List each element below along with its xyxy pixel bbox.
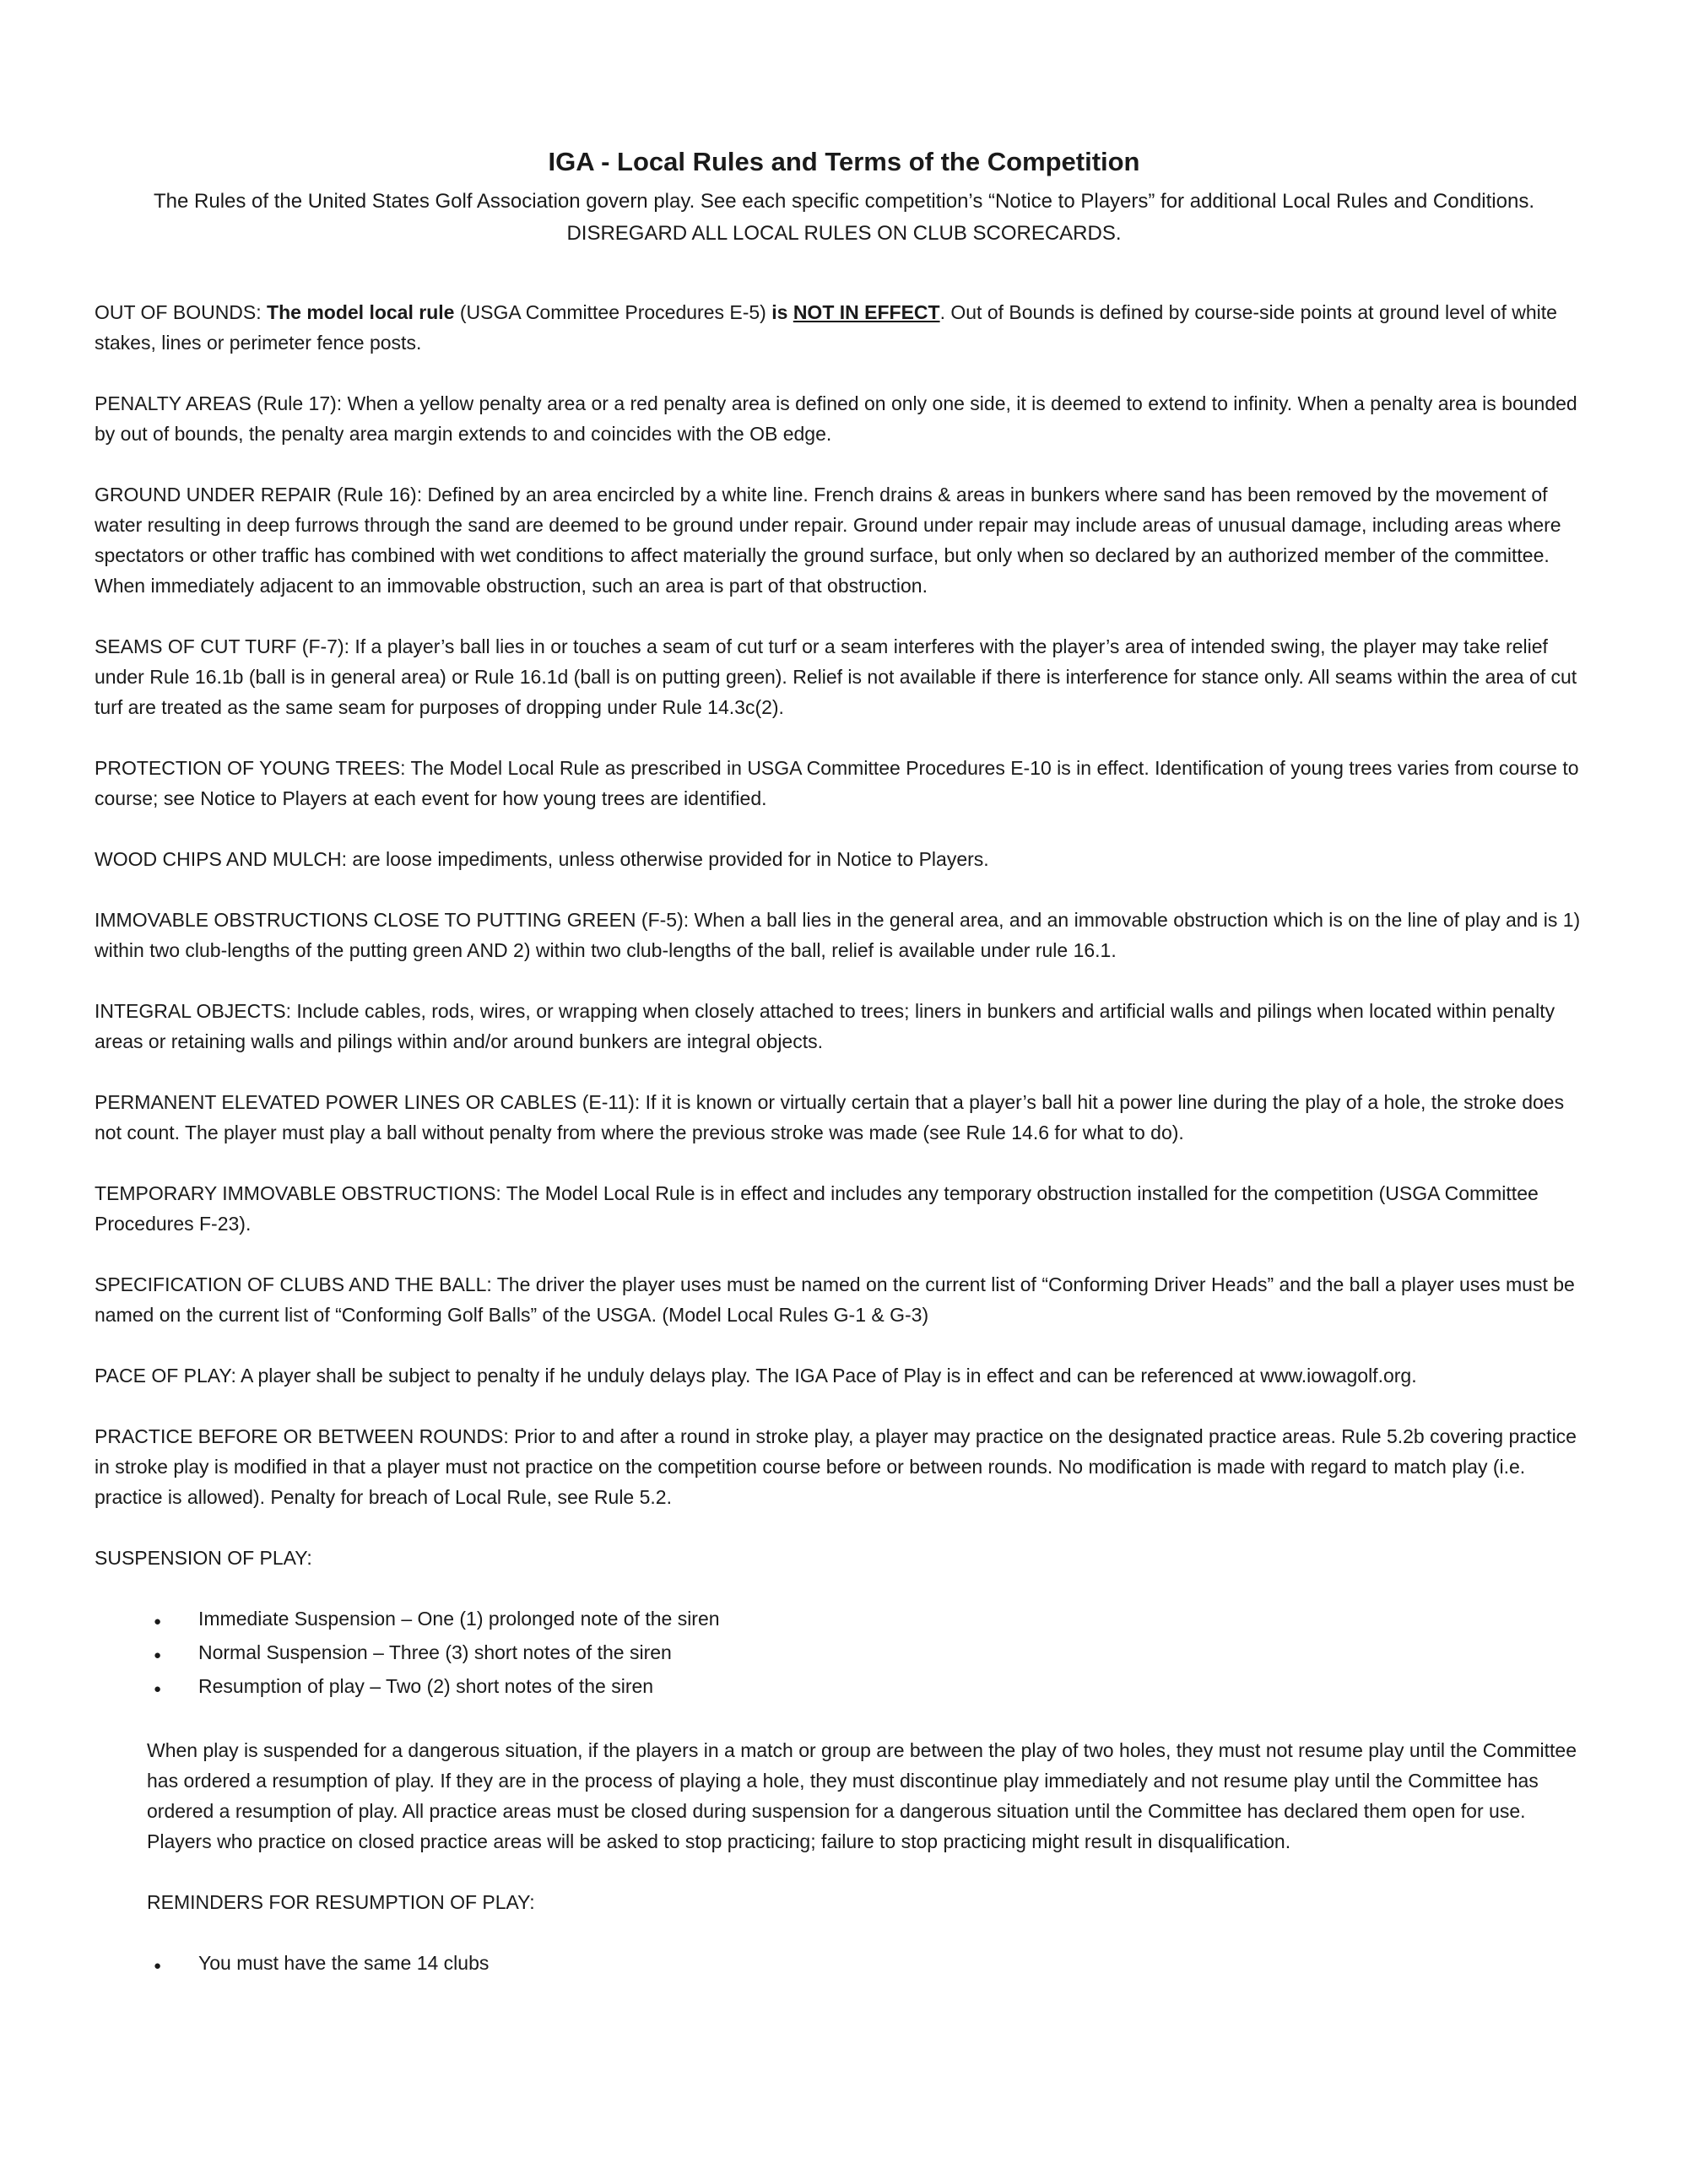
- bullet-list: [95, 1948, 1593, 1981]
- text-run: PACE OF PLAY: A player shall be subject to penalty if he unduly delays play. The IGA Pace of Play is in effect and can be referenced at www.iowagolf.org.: [95, 1365, 1417, 1387]
- text-run: When play is suspended for a dangerous situation, if the players in a match or group are between the play of two holes, they must not resume play until the Committee has ordered a resumption of play. If they are in the process of playing a hole, they must discontinue play immediately and not resume play until the Committee has ordered a resumption of play. All practice areas must be closed during suspension for a dangerous situation until the Committee has declared them open for use. Players who practice on closed practice areas will be asked to stop practicing; failure to stop practicing might result in disqualification.: [147, 1739, 1577, 1852]
- text-run: IMMOVABLE OBSTRUCTIONS CLOSE TO PUTTING GREEN (F-5): When a ball lies in the general area, and an immovable obstruction which is on the line of play and is 1) within two club-lengths of the putting green AND 2) within two club-lengths of the ball, relief is available under rule 16.1.: [95, 909, 1581, 961]
- text-run: WOOD CHIPS AND MULCH: are loose impediments, unless otherwise provided for in Notice to Players.: [95, 848, 989, 870]
- paragraph: [95, 1087, 1593, 1148]
- text-run: SUSPENSION OF PLAY:: [95, 1547, 312, 1569]
- text-run: PERMANENT ELEVATED POWER LINES OR CABLES (E-11): If it is known or virtually certain that a player’s ball hit a power line during the play of a hole, the stroke does not count. The player must play a ball without penalty from where the previous stroke was made (see Rule 14.6 for what to do).: [95, 1091, 1565, 1143]
- text-run: NOT IN EFFECT: [793, 301, 940, 323]
- paragraph: [95, 1421, 1593, 1512]
- paragraph: [95, 1360, 1593, 1391]
- paragraph: [95, 996, 1593, 1057]
- paragraph: [95, 1543, 1593, 1573]
- bullet-list: [95, 1603, 1593, 1705]
- bullet-icon: ●: [154, 1648, 162, 1662]
- list-item: [95, 1603, 1593, 1637]
- text-run: SEAMS OF CUT TURF (F-7): If a player’s ball lies in or touches a seam of cut turf or a seam interferes with the player’s area of intended swing, the player may take relief under Rule 16.1b (ball is in general area) or Rule 16.1d (ball is on putting green). Relief is not available if there is interference for stance only. All seams within the area of cut turf are treated as the same seam for purposes of dropping under Rule 14.3c(2).: [95, 635, 1577, 718]
- text-run: REMINDERS FOR RESUMPTION OF PLAY:: [147, 1891, 535, 1913]
- list-item-text: Immediate Suspension – One (1) prolonged note of the siren: [198, 1608, 720, 1630]
- list-item-text: You must have the same 14 clubs: [198, 1952, 490, 1974]
- paragraph: [95, 1269, 1593, 1330]
- bullet-icon: ●: [154, 1682, 162, 1696]
- paragraph: [95, 388, 1593, 449]
- document-subtitle: The Rules of the United States Golf Association govern play. See each specific competition’s “Notice to Players” for additional Local Rules and Conditions.: [154, 190, 1534, 213]
- paragraph: [147, 1735, 1593, 1857]
- paragraph: [147, 1887, 1593, 1917]
- text-run: (USGA Committee Procedures E-5): [459, 301, 772, 323]
- text-run: PRACTICE BEFORE OR BETWEEN ROUNDS: Prior to and after a round in stroke play, a player may practice on the designated practice areas. Rule 5.2b covering practice in stroke play is modified in that a player must not practice on the competition course before or between rounds. No modification is made with regard to match play (i.e. practice is allowed). Penalty for breach of Local Rule, see Rule 5.2.: [95, 1425, 1577, 1508]
- list-item: [95, 1671, 1593, 1705]
- list-item-text: Normal Suspension – Three (3) short notes of the siren: [198, 1641, 672, 1663]
- page-title: IGA - Local Rules and Terms of the Competition: [548, 147, 1140, 176]
- text-run: TEMPORARY IMMOVABLE OBSTRUCTIONS: The Model Local Rule is in effect and includes any temporary obstruction installed for the competition (USGA Committee Procedures F-23).: [95, 1182, 1539, 1235]
- document-header: [95, 143, 1593, 250]
- list-item: [95, 1637, 1593, 1671]
- list-item-text: Resumption of play – Two (2) short notes of the siren: [198, 1675, 654, 1697]
- paragraph: [95, 1178, 1593, 1239]
- disregard-note: DISREGARD ALL LOCAL RULES ON CLUB SCORECARDS.: [566, 222, 1122, 245]
- paragraph: [95, 479, 1593, 601]
- bullet-icon: ●: [154, 1959, 162, 1973]
- paragraph: [95, 905, 1593, 965]
- text-run: PENALTY AREAS (Rule 17): When a yellow penalty area or a red penalty area is defined on only one side, it is deemed to extend to infinity. When a penalty area is bounded by out of bounds, the penalty area margin extends to and coincides with the OB edge.: [95, 392, 1577, 445]
- paragraph: [95, 753, 1593, 814]
- bullet-icon: ●: [154, 1614, 162, 1629]
- list-item: [95, 1948, 1593, 1981]
- text-run: PROTECTION OF YOUNG TREES: The Model Local Rule as prescribed in USGA Committee Procedures E-10 is in effect. Identification of young trees varies from course to course; see Notice to Players at each event for how young trees are identified.: [95, 757, 1579, 809]
- paragraph: [95, 631, 1593, 722]
- text-run: OUT OF BOUNDS:: [95, 301, 268, 323]
- text-run: . Out of Bounds is defined by course-side points at ground level of white stakes, lines or perimeter fence posts.: [95, 301, 1557, 354]
- text-run: GROUND UNDER REPAIR (Rule 16): Defined by an area encircled by a white line. French drains & areas in bunkers where sand has been removed by the movement of water resulting in deep furrows through the sand are deemed to be ground under repair. Ground under repair may include areas of unusual damage, including areas where spectators or other traffic has combined with wet conditions to affect materially the ground surface, but only when so declared by an authorized member of the committee. When immediately adjacent to an immovable obstruction, such an area is part of that obstruction.: [95, 484, 1561, 597]
- paragraph: [95, 297, 1593, 358]
- document-body: [95, 297, 1593, 1981]
- paragraph: [95, 844, 1593, 874]
- text-run: INTEGRAL OBJECTS: Include cables, rods, wires, or wrapping when closely attached to trees; liners in bunkers and artificial walls and pilings when located within penalty areas or retaining walls and pilings within and/or around bunkers are integral objects.: [95, 1000, 1555, 1052]
- text-run: The model local rule: [267, 301, 460, 323]
- text-run: SPECIFICATION OF CLUBS AND THE BALL: The driver the player uses must be named on the current list of “Conforming Driver Heads” and the ball a player uses must be named on the current list of “Conforming Golf Balls” of the USGA. (Model Local Rules G-1 & G-3): [95, 1273, 1575, 1326]
- text-run: is: [771, 301, 793, 323]
